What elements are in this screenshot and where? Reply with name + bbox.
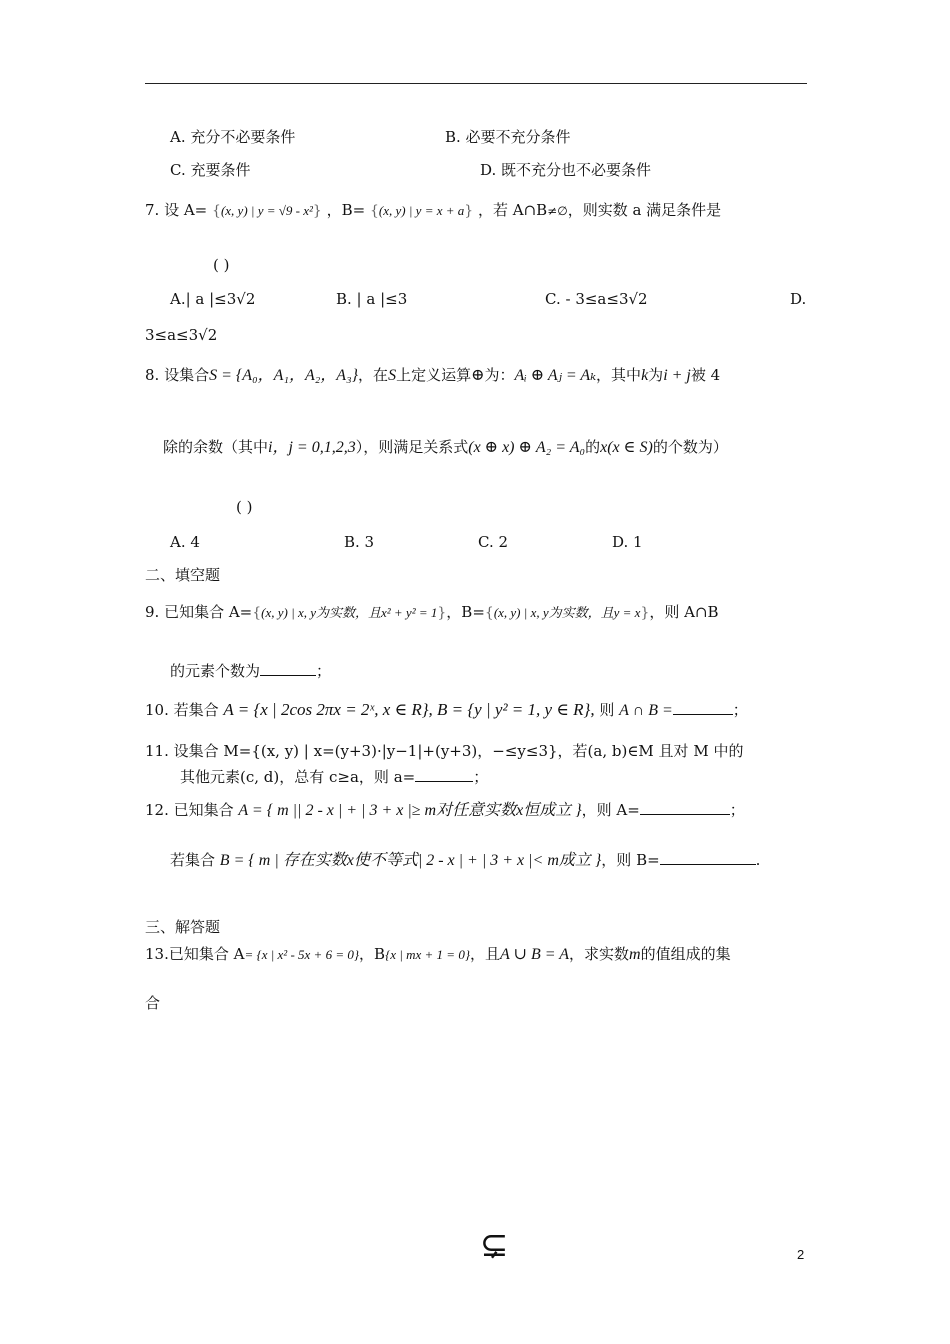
q13-set-a: = {x | x² - 5x + 6 = 0} xyxy=(244,947,360,962)
q12-tail-a: ，则 A= xyxy=(581,801,640,819)
q8-text: 的 xyxy=(585,438,601,456)
q6-option-b: B. 必要不充分条件 xyxy=(445,128,571,146)
q6-option-a: A. 充分不必要条件 xyxy=(170,128,296,146)
q7-tail2: ，则实数 a 满足条件是 xyxy=(567,201,722,219)
q12-answer-a-blank[interactable] xyxy=(640,800,730,815)
q7-lead: 7. 设 A= xyxy=(145,201,208,219)
question-13-line-2: 合 xyxy=(145,994,161,1012)
brace-icon: } xyxy=(437,605,447,621)
q8-range: i，j = 0,1,2,3 xyxy=(268,439,356,456)
q7-option-d-text: 3≤a≤3√2 xyxy=(145,326,218,344)
q7-set-b: (x, y) | y = x + a xyxy=(378,203,465,218)
q13-text: ，求实数 xyxy=(569,945,630,963)
section-heading-answer: 三、解答题 xyxy=(145,918,221,936)
q13-text: 的值组成的集 xyxy=(640,945,731,963)
q10-then: 则 xyxy=(599,701,615,719)
q12-lead: 12. 已知集合 xyxy=(145,801,234,819)
q13-text: ，且 xyxy=(470,945,501,963)
question-12-line-2 xyxy=(170,850,760,871)
q9-text: 的元素个数为 xyxy=(170,662,261,680)
q8-rule: Aᵢ ⊕ Aⱼ = Aₖ xyxy=(514,367,597,384)
q10-end: ； xyxy=(732,701,748,719)
q8-text: 被 4 xyxy=(690,366,721,384)
brace-icon: } xyxy=(312,203,322,219)
q8-option-a: A. 4 xyxy=(170,533,200,551)
q11-text: 其他元素(c, d)，总有 c≥a，则 a= xyxy=(180,768,416,786)
q7-option-c: C. - 3≤a≤3√2 xyxy=(545,290,648,308)
q7-answer-paren: ( ) xyxy=(213,256,230,274)
q8-k: k xyxy=(641,367,649,384)
q9-end: ； xyxy=(316,662,332,680)
q8-operator: ⊕ xyxy=(471,367,485,384)
q8-text: ），则满足关系式 xyxy=(355,438,469,456)
question-7 xyxy=(145,200,721,221)
q10-answer-blank[interactable] xyxy=(673,700,733,715)
q8-text: ，在 xyxy=(358,366,389,384)
q6-option-d: D. 既不充分也不必要条件 xyxy=(480,161,652,179)
question-11-line-2 xyxy=(180,767,488,787)
q13-lead: 13.已知集合 A xyxy=(145,945,245,963)
question-8-line-1 xyxy=(145,365,720,386)
question-11-line-1: 11. 设集合 M={(x, y) | x=(y+3)·|y−1|+(y+3)，−≤y≤3}，若(a, b)∈M 且对 M 中的 xyxy=(145,742,744,760)
q8-text: ，其中 xyxy=(596,366,642,384)
question-12-line-1 xyxy=(145,800,745,821)
q13-mid: ，B xyxy=(359,945,386,963)
q9-set-b: (x, y) | x, y为实数，且y = x xyxy=(493,605,641,620)
subsetneq-symbol: ⊊ xyxy=(480,1225,509,1265)
q13-m: m xyxy=(629,946,641,963)
brace-icon: { xyxy=(212,203,221,219)
q11-answer-blank[interactable] xyxy=(415,767,473,782)
q8-relation: (x ⊕ x) ⊕ A₂ = A₀ xyxy=(468,439,586,456)
q7-neq: ≠∅ xyxy=(547,204,568,218)
q8-set-s: S = {A₀，A₁，A₂，A₃} xyxy=(209,367,359,384)
section-heading-fill-in: 二、填空题 xyxy=(145,566,221,584)
q12-end-b: . xyxy=(755,851,761,869)
q8-text: 的个数为） xyxy=(652,438,728,456)
q7-mid: ，B= xyxy=(326,201,366,219)
q8-text: 上定义运算 xyxy=(396,366,472,384)
header-rule xyxy=(145,83,807,84)
q12-tail-b: ，则 B= xyxy=(601,851,660,869)
q13-set-b: {x | mx + 1 = 0} xyxy=(385,947,471,962)
q9-lead: 9. 已知集合 A= xyxy=(145,603,253,621)
q12-answer-b-blank[interactable] xyxy=(660,850,756,865)
page-number: 2 xyxy=(797,1247,805,1262)
q8-lead: 8. 设集合 xyxy=(145,366,210,384)
q8-option-c: C. 2 xyxy=(478,533,509,551)
question-10 xyxy=(145,700,748,721)
q12-end-a: ； xyxy=(729,801,745,819)
q9-mid: ，B= xyxy=(446,603,485,621)
q8-text: 除的余数（其中 xyxy=(163,438,269,456)
brace-icon: } xyxy=(640,605,650,621)
q8-ij: i + j xyxy=(663,367,691,384)
q11-end: ； xyxy=(473,768,489,786)
q10-expression: A = {x | 2cos 2πx = 2ˣ, x ∈ R}, B = {y | y² = 1, y ∈ R}, xyxy=(223,700,595,719)
q8-option-d: D. 1 xyxy=(612,533,643,551)
q8-answer-paren: ( ) xyxy=(236,498,253,516)
q9-tail: ，则 A∩B xyxy=(649,603,719,621)
brace-icon: { xyxy=(484,605,494,621)
q8-s: S xyxy=(388,367,397,384)
q10-lead: 10. 若集合 xyxy=(145,701,219,719)
q13-condition: A ∪ B = A xyxy=(500,946,569,963)
q6-option-c: C. 充要条件 xyxy=(170,161,251,179)
q9-set-a: (x, y) | x, y为实数，且x² + y² = 1 xyxy=(261,605,438,620)
q10-a-cap-b: A ∩ B = xyxy=(619,702,673,719)
q12-set-b: B = { m | 存在实数x使不等式| 2 - x | + | 3 + x |< m成立 } xyxy=(219,852,602,869)
q12-set-a: A = { m || 2 - x | + | 3 + x |≥ m对任意实数x恒成立 } xyxy=(238,802,582,819)
question-9-line-1 xyxy=(145,602,719,623)
q8-text: 为 xyxy=(648,366,664,384)
q7-option-b: B. | a |≤3 xyxy=(336,290,408,308)
question-8-line-2 xyxy=(163,437,728,458)
question-13-line-1 xyxy=(145,944,731,965)
q12-lead-2: 若集合 xyxy=(170,851,216,869)
q7-option-a: A.| a |≤3√2 xyxy=(170,290,256,308)
question-9-line-2 xyxy=(170,661,331,681)
q7-set-a: (x, y) | y = √9 - x² xyxy=(220,203,313,218)
q9-answer-blank[interactable] xyxy=(260,661,316,676)
brace-icon: { xyxy=(369,203,379,219)
q7-tail1: ，若 A∩B xyxy=(477,201,548,219)
brace-icon: } xyxy=(464,203,474,219)
q8-x-in-s: x(x ∈ S) xyxy=(600,439,653,456)
q7-option-d-label: D. xyxy=(790,290,807,308)
brace-icon: { xyxy=(252,605,262,621)
q8-text: 为： xyxy=(484,366,515,384)
q8-option-b: B. 3 xyxy=(344,533,375,551)
